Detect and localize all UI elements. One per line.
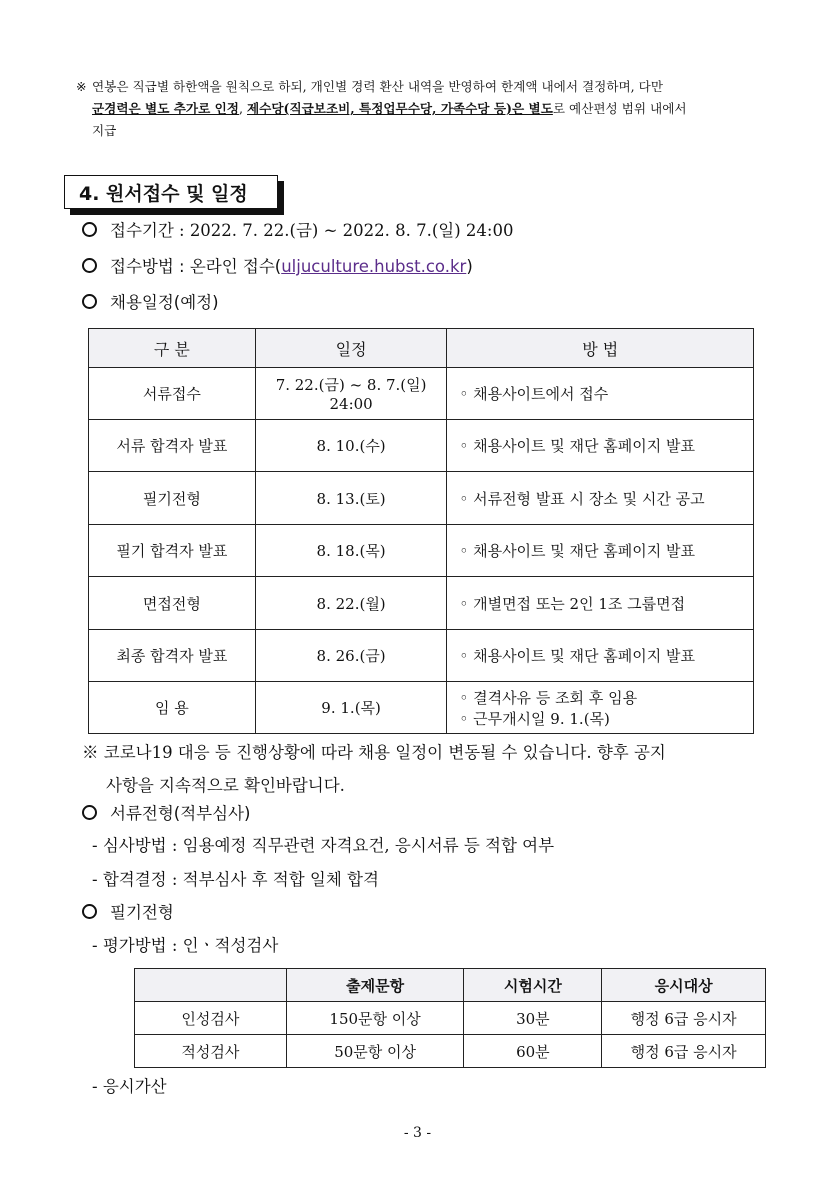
table-row (135, 1035, 766, 1068)
schedule-title: 채용일정(예정) (110, 293, 219, 312)
exam-cell: 적성검사 (135, 1035, 287, 1068)
schedule-table (88, 328, 754, 734)
section-heading (64, 175, 278, 209)
exam-cell: 60분 (464, 1035, 602, 1068)
period-label: 접수기간 (110, 221, 174, 240)
circle-bullet-icon (82, 222, 97, 237)
doc-screening-item-1: - 심사방법 : 임용예정 직무관련 자격요건, 응시서류 등 적합 여부 (92, 836, 555, 855)
military-career-text: 군경력은 별도 추가로 인정 (92, 101, 239, 116)
header-method: 방 법 (447, 329, 754, 368)
header-category: 구 분 (89, 329, 256, 368)
circle-bullet-icon (82, 294, 97, 309)
doc-screening-item-2: - 합격결정 : 적부심사 후 적합 일체 합격 (92, 870, 379, 889)
corona-note-line-1 (82, 736, 772, 769)
written-exam-title: 필기전형 (110, 903, 174, 922)
page-number: - 3 - (403, 1125, 432, 1141)
corona-note-text-1: 코로나19 대응 등 진행상황에 따라 채용 일정이 변동될 수 있습니다. 향후 공지 (103, 743, 666, 762)
row-date: 8. 18.(목) (255, 525, 447, 577)
exam-header-time: 시험시간 (464, 969, 602, 1002)
row-type: 서류 합격자 발표 (89, 420, 256, 472)
circle-bullet-icon (82, 805, 97, 820)
exam-header-target: 응시대상 (602, 969, 766, 1002)
row-type: 최종 합격자 발표 (89, 630, 256, 682)
row-type: 필기 합격자 발표 (89, 525, 256, 577)
table-row (89, 368, 754, 420)
method-suffix: ) (466, 257, 473, 276)
exam-cell: 30분 (464, 1002, 602, 1035)
exam-cell: 인성검사 (135, 1002, 287, 1035)
circle-bullet-icon (82, 904, 97, 919)
period-value: : 2022. 7. 22.(금) ~ 2022. 8. 7.(일) 24:00 (173, 221, 514, 240)
doc-screening-title: 서류전형(적부심사) (110, 804, 251, 823)
exam-header-empty (135, 969, 287, 1002)
note-mark: ※ (76, 79, 87, 94)
row-date-line-2: 24:00 (329, 395, 373, 413)
separator-text: , (238, 101, 247, 116)
exam-cell: 50문항 이상 (286, 1035, 464, 1068)
table-row (89, 472, 754, 525)
exam-cell: 행정 6급 응시자 (602, 1002, 766, 1035)
exam-cell: 행정 6급 응시자 (602, 1035, 766, 1068)
row-type: 필기전형 (89, 472, 256, 525)
row-method: ◦ 채용사이트 및 재단 홈페이지 발표 (447, 630, 754, 682)
method-prefix: : 온라인 접수( (173, 257, 282, 276)
row-date: 8. 10.(수) (255, 420, 447, 472)
circle-bullet-icon (82, 258, 97, 273)
method-line (82, 254, 473, 280)
exam-cell: 150문항 이상 (286, 1002, 464, 1035)
corona-note (82, 736, 772, 802)
exam-header-questions: 출제문항 (286, 969, 464, 1002)
row-method: ◦ 채용사이트 및 재단 홈페이지 발표 (447, 420, 754, 472)
table-row (89, 525, 754, 577)
top-note-line-2 (92, 98, 780, 120)
row-date-line-1: 7. 22.(금) ~ 8. 7.(일) (275, 376, 427, 394)
table-row (89, 420, 754, 472)
corona-note-line-2: 사항을 지속적으로 확인바랍니다. (106, 776, 345, 795)
table-row (89, 577, 754, 630)
row-method: ◦ 개별면접 또는 2인 1조 그룹면접 (447, 577, 754, 630)
method-label: 접수방법 (110, 257, 174, 276)
row-method: ◦ 채용사이트에서 접수 (447, 368, 754, 420)
row-method: ◦ 채용사이트 및 재단 홈페이지 발표 (447, 525, 754, 577)
top-note-line-3: 지급 (92, 123, 117, 138)
note-mark: ※ (82, 743, 99, 762)
top-note-line-1: 연봉은 직급별 하한액을 원칙으로 하되, 개인별 경력 환산 내역을 반영하여 한계액 내에서 결정하며, 다만 (92, 79, 664, 94)
schedule-title-line (82, 290, 219, 316)
table-row (89, 682, 754, 734)
row-date: 8. 13.(토) (255, 472, 447, 525)
row-type: 서류접수 (89, 368, 256, 420)
row-method-line-2: ◦ 근무개시일 9. 1.(목) (459, 709, 610, 728)
written-exam-method: - 평가방법 : 인ㆍ적성검사 (92, 936, 279, 955)
row-date (255, 368, 447, 420)
row-method: ◦ 서류전형 발표 시 장소 및 시간 공고 (447, 472, 754, 525)
table-row (89, 630, 754, 682)
exam-header-row (135, 969, 766, 1002)
budget-text: 로 예산편성 범위 내에서 (552, 101, 687, 116)
header-date: 일정 (255, 329, 447, 368)
row-date: 8. 26.(금) (255, 630, 447, 682)
row-method (447, 682, 754, 734)
written-exam-title-line (82, 900, 174, 926)
application-site-link[interactable]: uljuculture.hubst.co.kr (281, 257, 467, 276)
section-title: 4. 원서접수 및 일정 (79, 183, 248, 205)
schedule-header-row (89, 329, 754, 368)
exam-table (134, 968, 766, 1068)
period-line (82, 218, 513, 244)
row-method-line-1: ◦ 결격사유 등 조회 후 임용 (459, 688, 638, 707)
table-row (135, 1002, 766, 1035)
row-type: 임 용 (89, 682, 256, 734)
allowance-text: 제수당(직급보조비, 특정업무수당, 가족수당 등)은 별도 (247, 101, 553, 116)
row-date: 9. 1.(목) (255, 682, 447, 734)
doc-screening-title-line (82, 801, 250, 827)
bonus-item: - 응시가산 (92, 1077, 167, 1096)
row-type: 면접전형 (89, 577, 256, 630)
row-date: 8. 22.(월) (255, 577, 447, 630)
